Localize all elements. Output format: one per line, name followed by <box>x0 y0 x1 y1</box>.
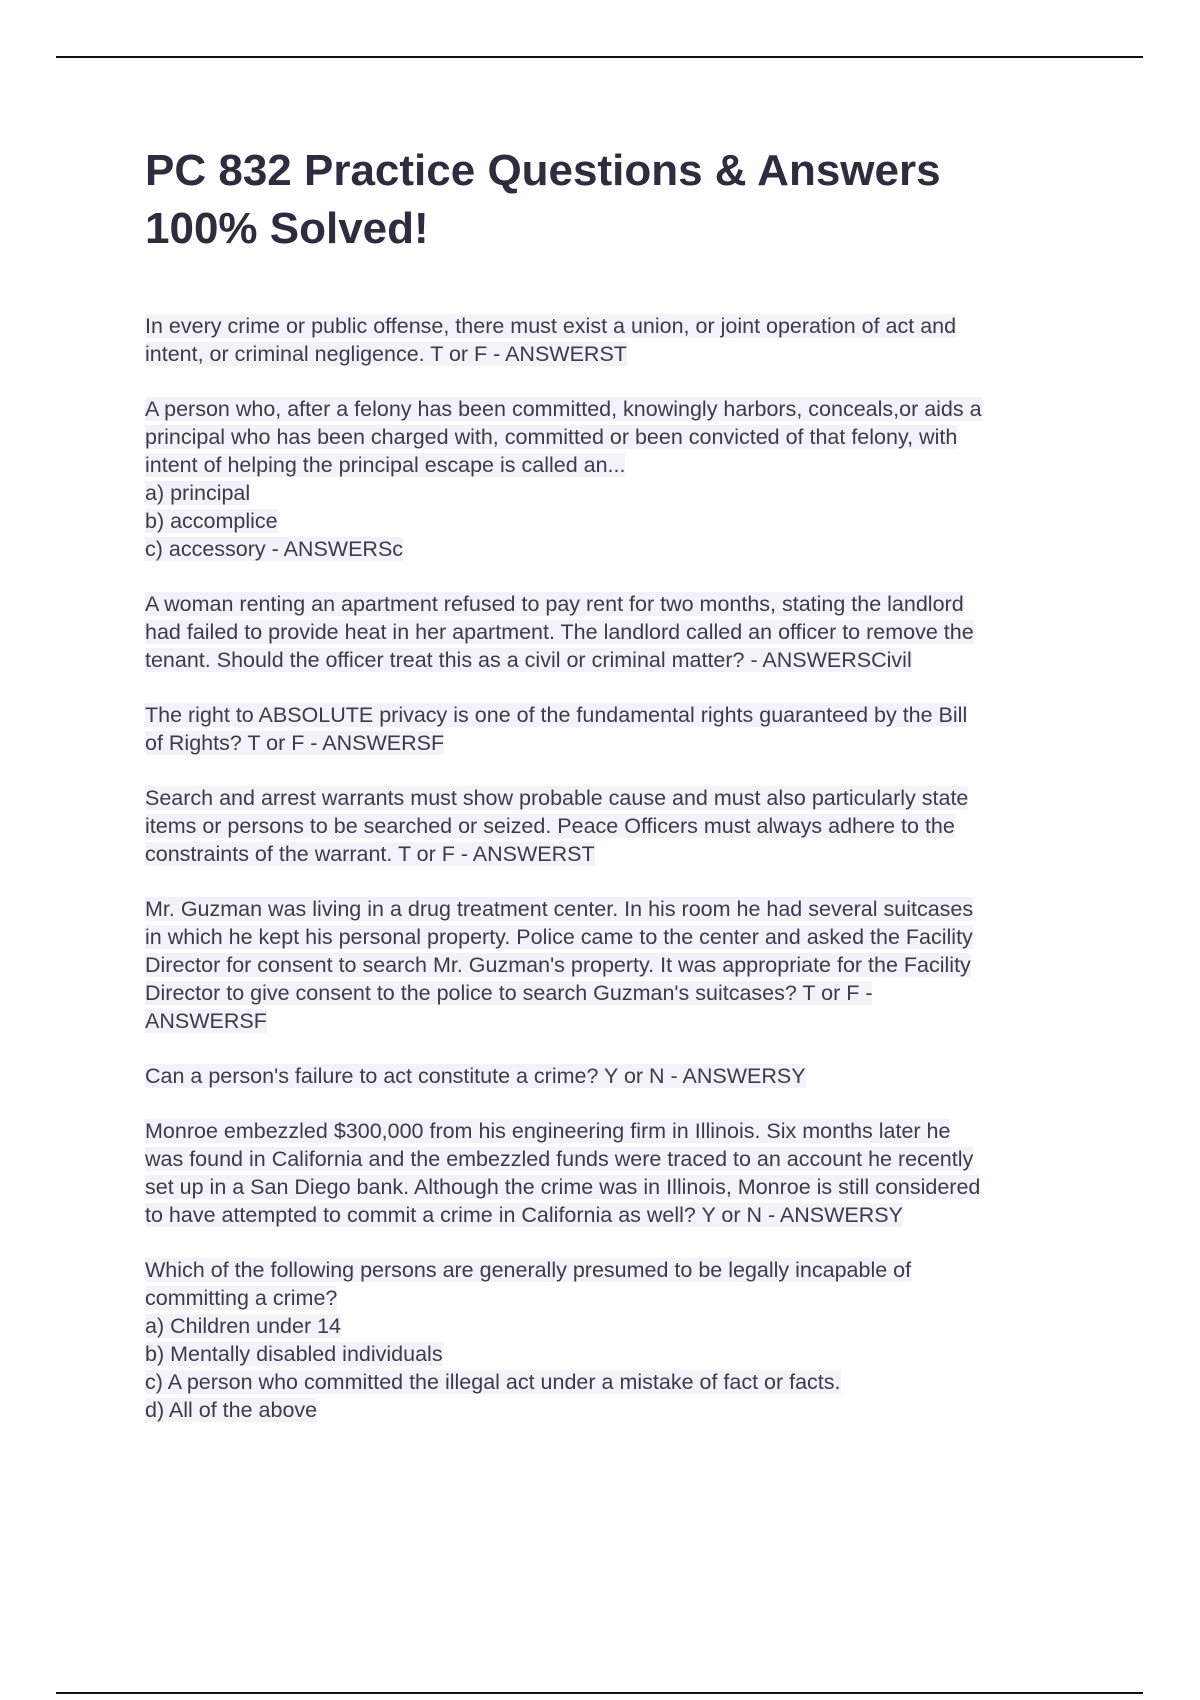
qa-line: Director for consent to search Mr. Guzman's property. It was appropriate for the Facility <box>145 953 971 977</box>
qa-line: A woman renting an apartment refused to pay rent for two months, stating the landlord <box>145 592 964 616</box>
qa-line: intent of helping the principal escape is called an... <box>145 453 626 477</box>
qa-option: a) Children under 14 <box>145 1314 342 1338</box>
bottom-divider <box>56 1692 1143 1694</box>
qa-line: to have attempted to commit a crime in California as well? Y or N - ANSWERSY <box>145 1203 903 1227</box>
title-line-1: PC 832 Practice Questions & Answers <box>145 146 941 195</box>
qa-line: was found in California and the embezzled funds were traced to an account he recently <box>145 1147 974 1171</box>
qa-item-3 <box>145 590 1095 674</box>
qa-line: A person who, after a felony has been committed, knowingly harbors, conceals,or aids a <box>145 397 982 421</box>
qa-line: In every crime or public offense, there must exist a union, or joint operation of act and <box>145 314 957 338</box>
qa-item-9 <box>145 1256 1095 1424</box>
qa-line: set up in a San Diego bank. Although the crime was in Illinois, Monroe is still considered <box>145 1175 981 1199</box>
qa-option: c) accessory - ANSWERSc <box>145 537 404 561</box>
qa-line: The right to ABSOLUTE privacy is one of the fundamental rights guaranteed by the Bill <box>145 703 968 727</box>
qa-line: of Rights? T or F - ANSWERSF <box>145 731 445 755</box>
qa-option: b) Mentally disabled individuals <box>145 1342 443 1366</box>
qa-line: Can a person's failure to act constitute a crime? Y or N - ANSWERSY <box>145 1064 806 1088</box>
qa-line: Monroe embezzled $300,000 from his engineering firm in Illinois. Six months later he <box>145 1119 951 1143</box>
qa-line: intent, or criminal negligence. T or F - ANSWERST <box>145 342 627 366</box>
qa-item-8 <box>145 1117 1095 1229</box>
qa-item-1 <box>145 312 1095 368</box>
qa-line: committing a crime? <box>145 1286 338 1310</box>
qa-line: constraints of the warrant. T or F - ANSWERST <box>145 842 595 866</box>
qa-item-7 <box>145 1062 1095 1090</box>
qa-line: Search and arrest warrants must show probable cause and must also particularly state <box>145 786 969 810</box>
qa-item-5 <box>145 784 1095 868</box>
qa-line: principal who has been charged with, committed or been convicted of that felony, with <box>145 425 958 449</box>
qa-line: in which he kept his personal property. Police came to the center and asked the Facility <box>145 925 973 949</box>
qa-item-6 <box>145 895 1095 1035</box>
qa-option: d) All of the above <box>145 1398 318 1422</box>
qa-list <box>145 312 1095 1451</box>
qa-option: c) A person who committed the illegal act under a mistake of fact or facts. <box>145 1370 841 1394</box>
qa-line: Mr. Guzman was living in a drug treatment center. In his room he had several suitcases <box>145 897 974 921</box>
top-divider <box>56 56 1143 58</box>
qa-option: a) principal <box>145 481 251 505</box>
qa-item-4 <box>145 701 1095 757</box>
qa-line: Which of the following persons are generally presumed to be legally incapable of <box>145 1258 912 1282</box>
qa-line: items or persons to be searched or seized. Peace Officers must always adhere to the <box>145 814 955 838</box>
page-title <box>145 142 1085 258</box>
title-line-2: 100% Solved! <box>145 204 429 253</box>
qa-line: ANSWERSF <box>145 1009 267 1033</box>
qa-line: tenant. Should the officer treat this as a civil or criminal matter? - ANSWERSCivil <box>145 648 912 672</box>
qa-line: Director to give consent to the police to search Guzman's suitcases? T or F - <box>145 981 873 1005</box>
qa-option: b) accomplice <box>145 509 278 533</box>
qa-line: had failed to provide heat in her apartment. The landlord called an officer to remove the <box>145 620 974 644</box>
qa-item-2 <box>145 395 1095 563</box>
